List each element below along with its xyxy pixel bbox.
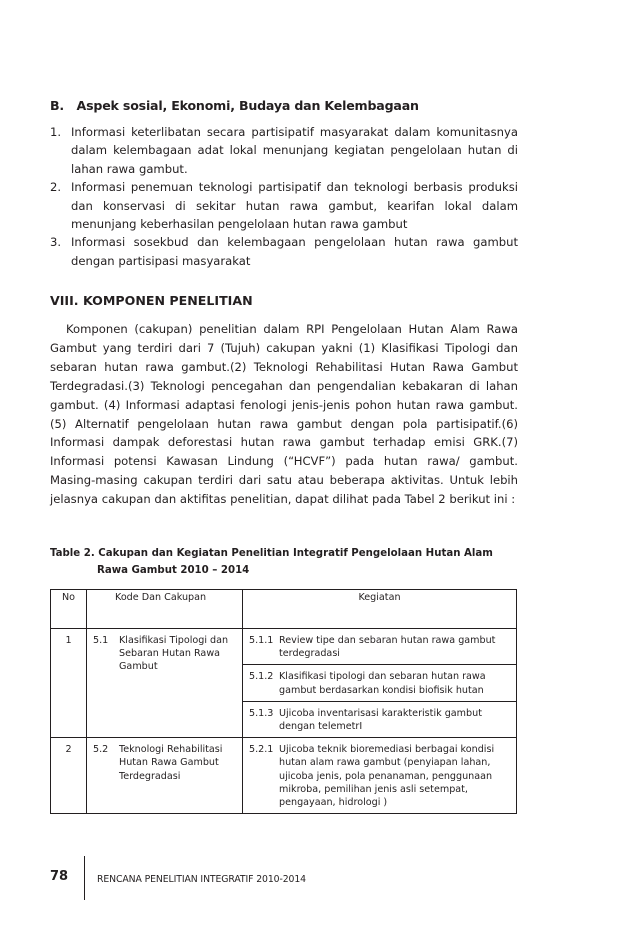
list-item-text: Informasi keterlibatan secara partisipatif masyarakat dalam komunitasnya dalam kelembagaan adat lokal menunjang kegiatan pengelolaan hutan di lahan rawa gambut. xyxy=(71,125,518,176)
list-item xyxy=(50,233,518,270)
header-no: No xyxy=(51,590,87,629)
cakupan-code: 5.1 xyxy=(93,635,109,646)
kegiatan-text: Review tipe dan sebaran hutan rawa gambut terdegradasi xyxy=(279,635,496,660)
row-number: 2 xyxy=(51,738,87,814)
page-number: 78 xyxy=(50,869,69,884)
cakupan-cell xyxy=(87,629,243,738)
kegiatan-cell xyxy=(243,701,517,737)
table-row xyxy=(51,629,517,665)
table-caption-line-2: Rawa Gambut 2010 – 2014 xyxy=(97,565,250,576)
cakupan-text: Klasifikasi Tipologi dan Sebaran Hutan Rawa Gambut xyxy=(119,635,229,673)
section-b-heading: B. Aspek sosial, Ekonomi, Budaya dan Kelembagaan xyxy=(50,98,419,113)
list-item-text: Informasi sosekbud dan kelembagaan pengelolaan hutan rawa gambut dengan partisipasi masyarakat xyxy=(71,235,518,268)
row-number: 1 xyxy=(51,629,87,738)
header-kode: Kode Dan Cakupan xyxy=(87,590,243,629)
kegiatan-text: Ujicoba inventarisasi karakteristik gambut dengan telemetrI xyxy=(279,707,482,733)
kegiatan-cell xyxy=(243,738,517,814)
chapter-paragraph: Komponen (cakupan) penelitian dalam RPI Pengelolaan Hutan Alam Rawa Gambut yang terdiri dari 7 (Tujuh) cakupan yakni (1) Klasifikasi Tipologi dan sebaran hutan rawa gambut.(2) Teknologi Rehabilitasi Hutan Rawa Gambut Terdegradasi.(3) Teknologi pencegahan dan pengendalian kebakaran di lahan gambut. (4) Informasi adaptasi fenologi jenis-jenis pohon hutan rawa gambut.(5) Alternatif pengelolaan hutan rawa gambut dengan pola partisipatif.(6) Informasi dampak deforestasi hutan rawa gambut terhadap emisi GRK.(7) Informasi potensi Kawasan Lindung (“HCVF”) pada hutan rawa/ gambut. Masing-masing cakupan terdiri dari satu atau beberapa aktivitas. Untuk lebih jelasnya cakupan dan aktifitas penelitian, dapat dilihat pada Tabel 2 berikut ini : xyxy=(50,322,518,507)
activities-table xyxy=(50,589,517,814)
cakupan-text: Teknologi Rehabilitasi Hutan Rawa Gambut Terdegradasi xyxy=(119,744,223,782)
table-caption xyxy=(50,545,493,579)
header-kegiatan: Kegiatan xyxy=(243,590,517,629)
running-title: RENCANA PENELITIAN INTEGRATIF 2010-2014 xyxy=(97,874,307,885)
table-row xyxy=(51,738,517,814)
list-item xyxy=(50,178,518,233)
kegiatan-text: Klasifikasi tipologi dan sebaran hutan rawa gambut berdasarkan kondisi biofisik hutan xyxy=(279,671,486,696)
kegiatan-cell xyxy=(243,665,517,701)
kegiatan-code: 5.1.1 xyxy=(249,635,274,646)
cakupan-code: 5.2 xyxy=(93,744,109,756)
list-item xyxy=(50,123,518,178)
section-b-list xyxy=(50,123,518,270)
kegiatan-text: Ujicoba teknik bioremediasi berbagai kondisi hutan alam rawa gambut (penyiapan lahan, ujicoba jenis, pola penanaman, penggunaan mikroba, pemilihan jenis asli setempat, pengayaan, hidrologi ) xyxy=(279,744,495,809)
kegiatan-cell xyxy=(243,629,517,665)
list-item-number: 3. xyxy=(50,235,62,250)
footer-divider xyxy=(84,856,85,900)
list-item-text: Informasi penemuan teknologi partisipatif dan teknologi berbasis produksi dan konservasi di sekitar hutan rawa gambut, kearifan lokal dalam menunjang keberhasilan pengelolaan hutan rawa gambut xyxy=(71,180,518,232)
kegiatan-code: 5.1.2 xyxy=(249,671,274,683)
list-item-number: 1. xyxy=(50,125,62,139)
table-caption-line-1: Table 2. Cakupan dan Kegiatan Penelitian Integratif Pengelolaan Hutan Alam xyxy=(50,548,493,559)
cakupan-cell xyxy=(87,738,243,814)
kegiatan-code: 5.1.3 xyxy=(249,707,274,719)
list-item-number: 2. xyxy=(50,180,62,195)
chapter-heading: VIII. KOMPONEN PENELITIAN xyxy=(50,293,253,308)
table-header-row xyxy=(51,590,517,629)
kegiatan-code: 5.2.1 xyxy=(249,744,274,756)
